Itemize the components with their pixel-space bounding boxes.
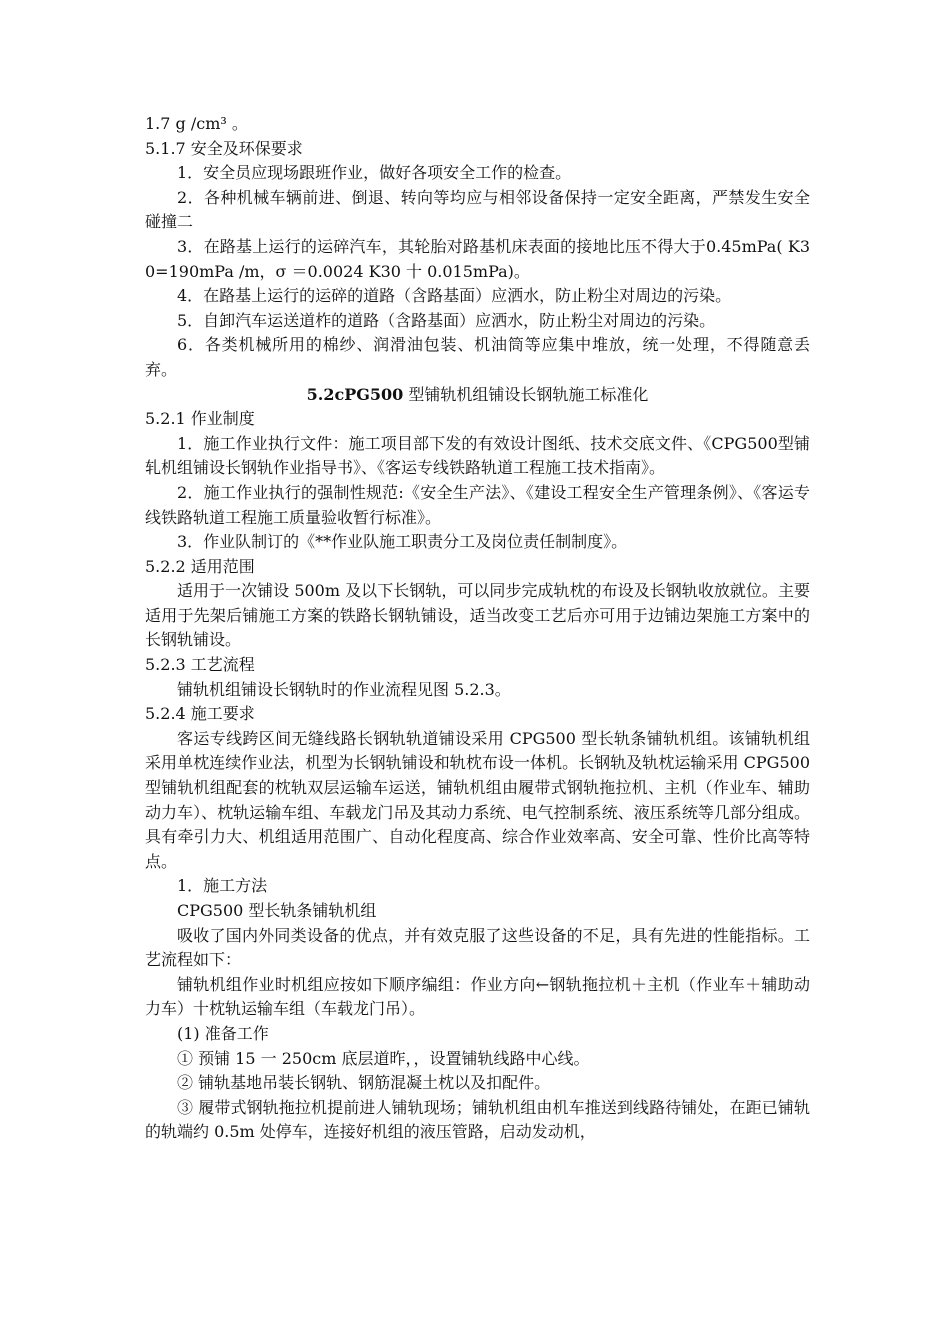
paragraph: 铺轨机组作业时机组应按如下顺序编组：作业方向←钢轨拖拉机＋主机（作业车＋辅助动力车）十枕轨运输车组（车载龙门吊）。 (145, 974, 810, 1019)
section-heading: 5.2.1 作业制度 (145, 409, 255, 429)
paragraph: 1．施工作业执行文件：施工项目部下发的有效设计图纸、技术交底文件、《CPG500型铺轧机组铺设长钢轨作业指导书》、《客运专线铁路轨道工程施工技术指南》。 (145, 433, 810, 478)
paragraph: ① 预铺 15 一 250cm 底层道昨，，设置铺轨线路中心线。 (177, 1048, 590, 1068)
paragraph: 5．自卸汽车运送道柞的道路（含路基面）应洒水，防止粉尘对周边的污染。 (177, 310, 716, 330)
paragraph: ② 铺轨基地吊装长钢轨、钢筋混凝土枕以及扣配件。 (177, 1073, 551, 1093)
document-page (145, 112, 810, 1145)
section-heading: 5.2.2 适用范围 (145, 556, 255, 576)
paragraph: 2．施工作业执行的强制性规范:《安全生产法》、《建设工程安全生产管理条例》、《客运专线铁路轨道工程施工质量验收暂行标准》。 (145, 482, 810, 527)
chapter-title (145, 383, 810, 408)
paragraph: 4．在路基上运行的运碎的道路（含路基面）应洒水，防止粉尘对周边的污染。 (177, 286, 732, 306)
chapter-title-number: 5.2cPG500 (306, 384, 404, 404)
paragraph: 客运专线跨区间无缝线路长钢轨轨道铺设采用 CPG500 型长轨条铺轨机组。该铺轨机组采用单枕连续作业法，机型为长钢轨铺设和轨枕布设一体机。长钢轨及轨枕运输采用 CPG500 型铺轨机组配套的枕轨双层运输车运送，铺轨机组由履带式钢轨拖拉机、主机（作业车、辅助动力车）、枕轨运输车组、车载龙门吊及其动力系统、电气控制系统、液压系统等几部分组成。具有牵引力大、机组适用范围广、自动化程度高、综合作业效率高、安全可靠、性价比高等特点。 (145, 728, 810, 871)
paragraph: 6．各类机械所用的棉纱、润滑油包装、机油筒等应集中堆放，统一处理，不得随意丢弃。 (145, 335, 810, 379)
paragraph: CPG500 型长轨条铺轨机组 (177, 901, 377, 920)
paragraph: 吸收了国内外同类设备的优点，并有效克服了这些设备的不足，具有先进的性能指标。工艺流程如下： (145, 925, 810, 970)
paragraph: ③ 履带式钢轨拖拉机提前进人铺轨现场；铺轨机组由机车推送到线路待铺处，在距已铺轨的轨端约 0.5m 处停车，连接好机组的液压管路，启动发动机， (145, 1097, 810, 1142)
section-heading: 5.1.7 安全及环保要求 (145, 138, 303, 158)
paragraph: 2．各种机械车辆前进、倒退、转向等均应与相邻设备保持一定安全距离，严禁发生安全碰撞二 (145, 187, 810, 232)
section-heading: 5.2.3 工艺流程 (145, 655, 255, 675)
paragraph: 3．在路基上运行的运碎汽车，其轮胎对路基机床表面的接地比压不得大于0.45mPa( K30=190mPa /m，σ ＝0.0024 K30 十 0.015mPa)。 (145, 236, 810, 281)
paragraph: (1) 准备工作 (177, 1023, 269, 1043)
paragraph: 3．作业队制订的《**作业队施工职责分工及岗位责任制制度》。 (177, 532, 628, 552)
paragraph: 1．安全员应现场跟班作业，做好各项安全工作的检查。 (177, 163, 572, 183)
paragraph: 1．施工方法 (177, 876, 268, 896)
paragraph: 铺轨机组铺设长钢轨时的作业流程见图 5.2.3。 (177, 679, 511, 699)
chapter-title-text: 型铺轨机组铺设长钢轨施工标准化 (403, 384, 649, 404)
paragraph: 适用于一次铺设 500m 及以下长钢轨，可以同步完成轨枕的布设及长钢轨收放就位。主要适用于先架后铺施工方案的铁路长钢轨铺设，适当改变工艺后亦可用于边铺边架施工方案中的长钢轨铺设。 (145, 581, 810, 650)
text-line: 1.7 g /cm³ 。 (145, 114, 248, 133)
section-heading: 5.2.4 施工要求 (145, 704, 255, 724)
